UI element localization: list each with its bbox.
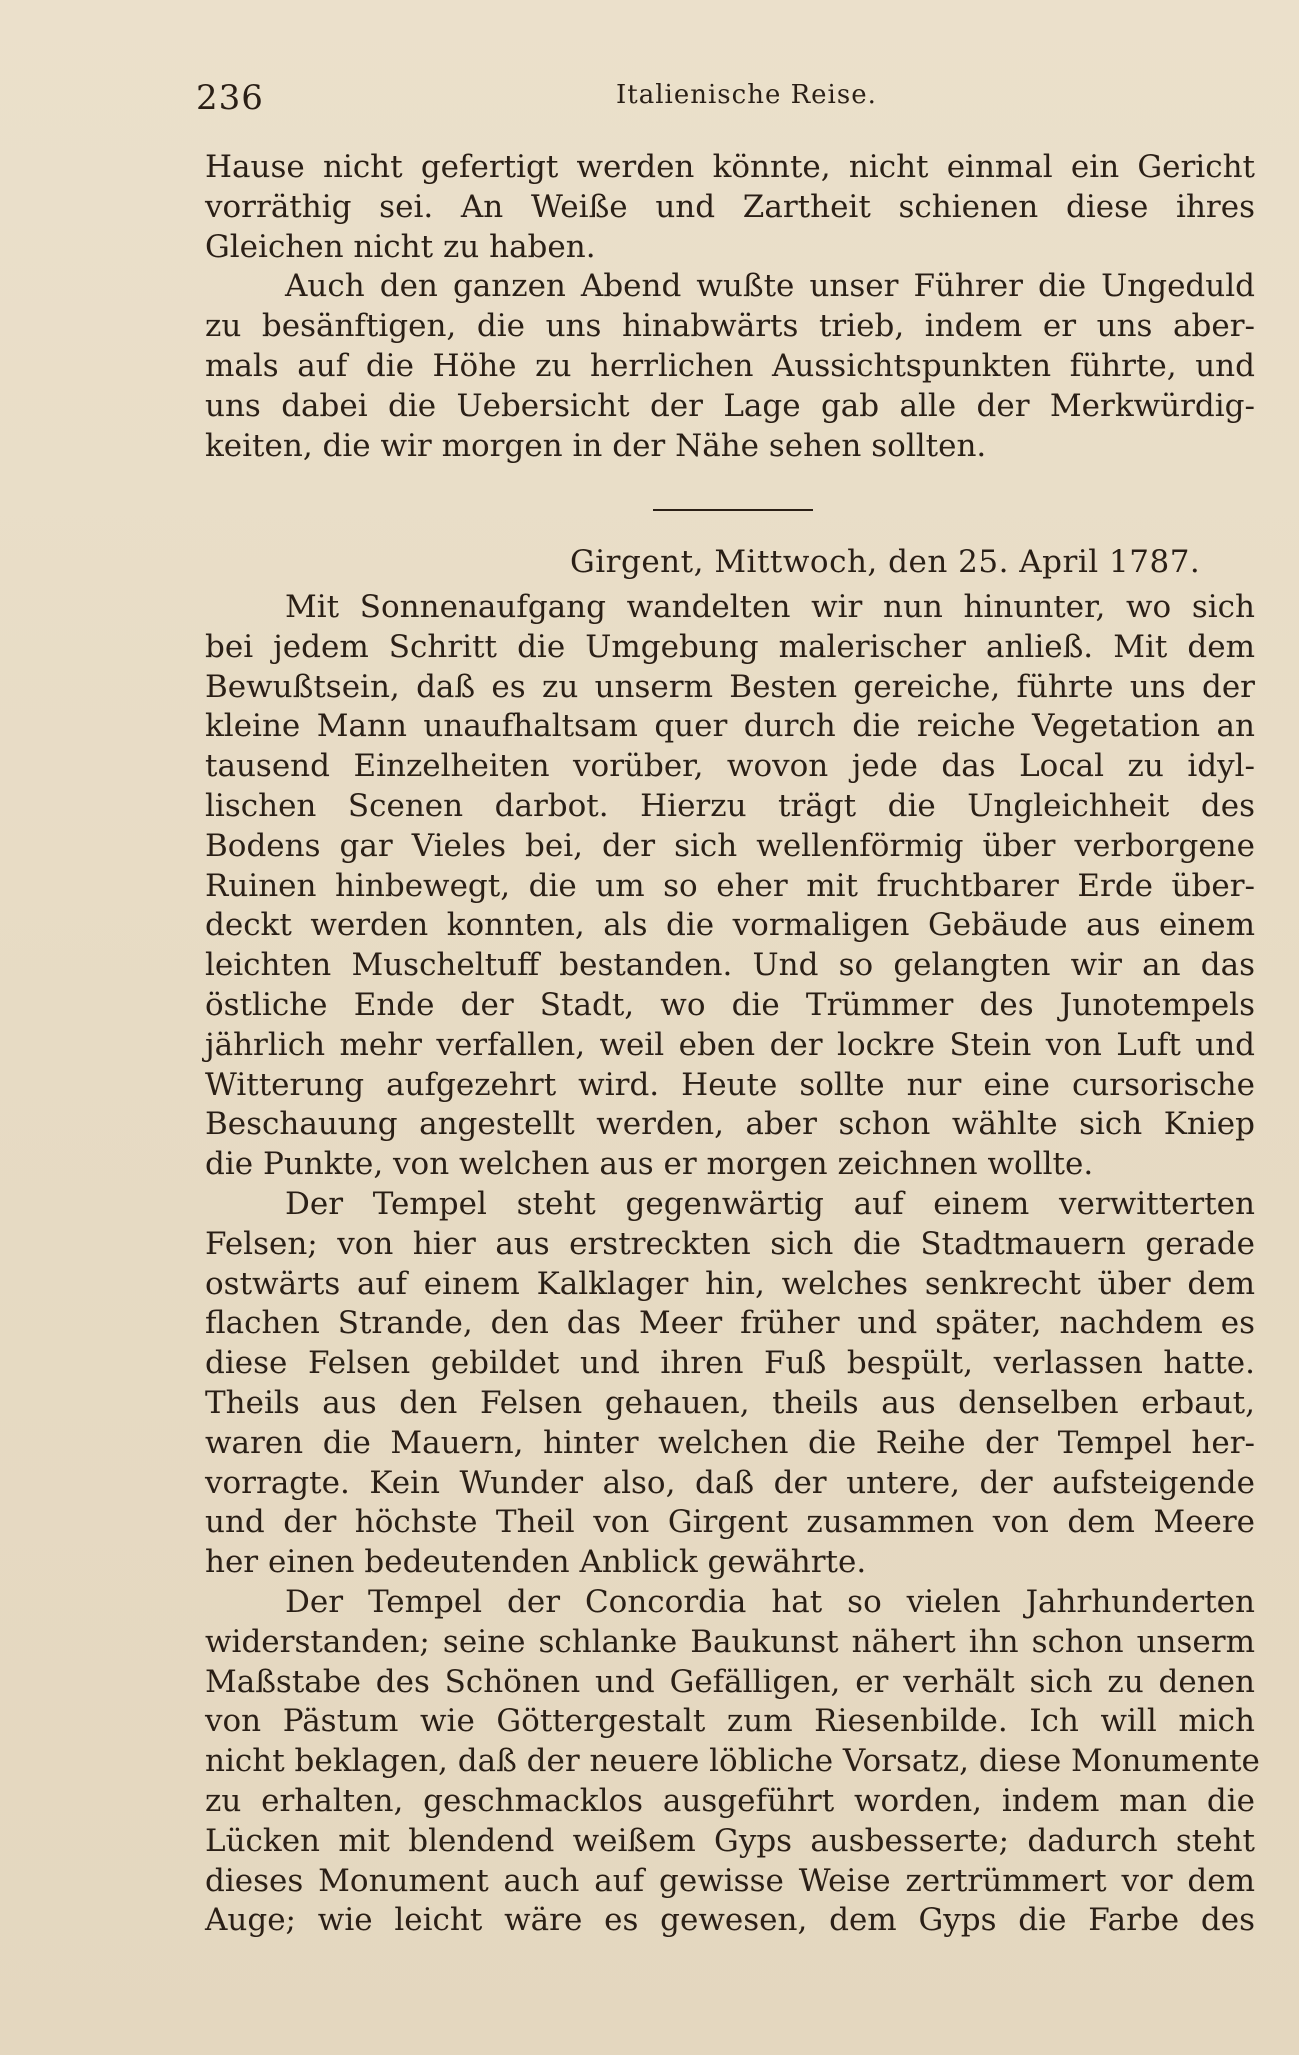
text-line: waren die Mauern, hinter welchen die Reihe der Tempel her- xyxy=(205,1424,1255,1461)
text-line: lischen Scenen darbot. Hierzu trägt die Ungleichheit des xyxy=(205,787,1255,824)
text-line: zu erhalten, geschmacklos ausgeführt worden, indem man die xyxy=(205,1782,1255,1819)
text-line: dieses Monument auch auf gewisse Weise zertrümmert vor dem xyxy=(205,1862,1255,1899)
text-line: Lücken mit blendend weißem Gyps ausbesserte; dadurch steht xyxy=(205,1822,1255,1859)
text-line: vorräthig sei. An Weiße und Zartheit schienen diese ihres xyxy=(205,188,1255,225)
text-line: deckt werden konnten, als die vormaligen Gebäude aus einem xyxy=(205,907,1255,944)
text-line: Hause nicht gefertigt werden könnte, nicht einmal ein Gericht xyxy=(205,149,1255,185)
text-line: Mit Sonnenaufgang wandelten wir nun hinunter, wo sich xyxy=(285,589,1255,625)
text-line: nicht beklagen, daß der neuere löbliche Vorsatz, diese Monumente xyxy=(205,1743,1260,1780)
text-line: Der Tempel der Concordia hat so vielen Jahrhunderten xyxy=(285,1583,1255,1620)
text-line: kleine Mann unaufhaltsam quer durch die reiche Vegetation an xyxy=(205,708,1255,745)
text-line: ostwärts auf einem Kalklager hin, welches senkrecht über dem xyxy=(205,1265,1255,1302)
text-line: Theils aus den Felsen gehauen, theils aus denselben erbaut, xyxy=(205,1384,1255,1421)
section-2-text xyxy=(205,588,1260,1941)
text-line: Gleichen nicht zu haben. xyxy=(205,228,596,265)
text-line: leichten Muscheltuff bestanden. Und so gelangten wir an das xyxy=(205,947,1255,984)
text-line: diese Felsen gebildet und ihren Fuß bespült, verlassen hatte. xyxy=(205,1345,1255,1382)
text-line: her einen bedeutenden Anblick gewährte. xyxy=(205,1544,867,1581)
text-line: Auge; wie leicht wäre es gewesen, dem Gyps die Farbe des xyxy=(205,1902,1255,1939)
text-line: keiten, die wir morgen in der Nähe sehen sollten. xyxy=(205,427,987,464)
text-line: zu besänftigen, die uns hinabwärts trieb, indem er uns aber- xyxy=(205,308,1255,345)
text-line: uns dabei die Uebersicht der Lage gab alle der Merkwürdig- xyxy=(205,387,1255,424)
text-line: Auch den ganzen Abend wußte unser Führer die Ungeduld xyxy=(285,268,1255,305)
text-line: Bodens gar Vieles bei, der sich wellenförmig über verborgene xyxy=(205,827,1255,864)
text-line: vorragte. Kein Wunder also, daß der untere, der aufsteigende xyxy=(205,1464,1255,1501)
text-line: Beschauung angestellt werden, aber schon wählte sich Kniep xyxy=(205,1106,1255,1143)
dateline: Girgent, Mittwoch, den 25. April 1787. xyxy=(570,544,1201,580)
section-divider xyxy=(653,509,813,511)
section-1-text xyxy=(205,148,1255,466)
text-line: östliche Ende der Stadt, wo die Trümmer des Junotempels xyxy=(205,986,1255,1023)
text-line: tausend Einzelheiten vorüber, wovon jede das Local zu idyl- xyxy=(205,748,1255,785)
text-line: mals auf die Höhe zu herrlichen Aussichtspunkten führte, und xyxy=(205,347,1255,384)
page-header xyxy=(196,78,1236,118)
text-line: Ruinen hinbewegt, die um so eher mit fruchtbarer Erde über- xyxy=(205,867,1255,904)
text-line: die Punkte, von welchen aus er morgen zeichnen wollte. xyxy=(205,1146,1094,1183)
text-line: widerstanden; seine schlanke Baukunst nähert ihn schon unserm xyxy=(205,1623,1255,1660)
text-line: Bewußtsein, daß es zu unserm Besten gereiche, führte uns der xyxy=(205,668,1255,705)
page-number: 236 xyxy=(196,78,264,118)
text-line: flachen Strande, den das Meer früher und später, nachdem es xyxy=(205,1305,1255,1342)
text-line: Maßstabe des Schönen und Gefälligen, er verhält sich zu denen xyxy=(205,1663,1255,1700)
running-title: Italienische Reise. xyxy=(616,80,877,110)
text-line: jährlich mehr verfallen, weil eben der lockre Stein von Luft und xyxy=(205,1026,1255,1063)
text-line: bei jedem Schritt die Umgebung malerischer anließ. Mit dem xyxy=(205,628,1255,665)
text-line: und der höchste Theil von Girgent zusammen von dem Meere xyxy=(205,1504,1255,1541)
text-line: Witterung aufgezehrt wird. Heute sollte nur eine cursorische xyxy=(205,1066,1255,1103)
text-line: von Pästum wie Göttergestalt zum Riesenbilde. Ich will mich xyxy=(205,1703,1255,1740)
text-line: Der Tempel steht gegenwärtig auf einem verwitterten xyxy=(285,1185,1255,1222)
text-line: Felsen; von hier aus erstreckten sich die Stadtmauern gerade xyxy=(205,1225,1255,1262)
